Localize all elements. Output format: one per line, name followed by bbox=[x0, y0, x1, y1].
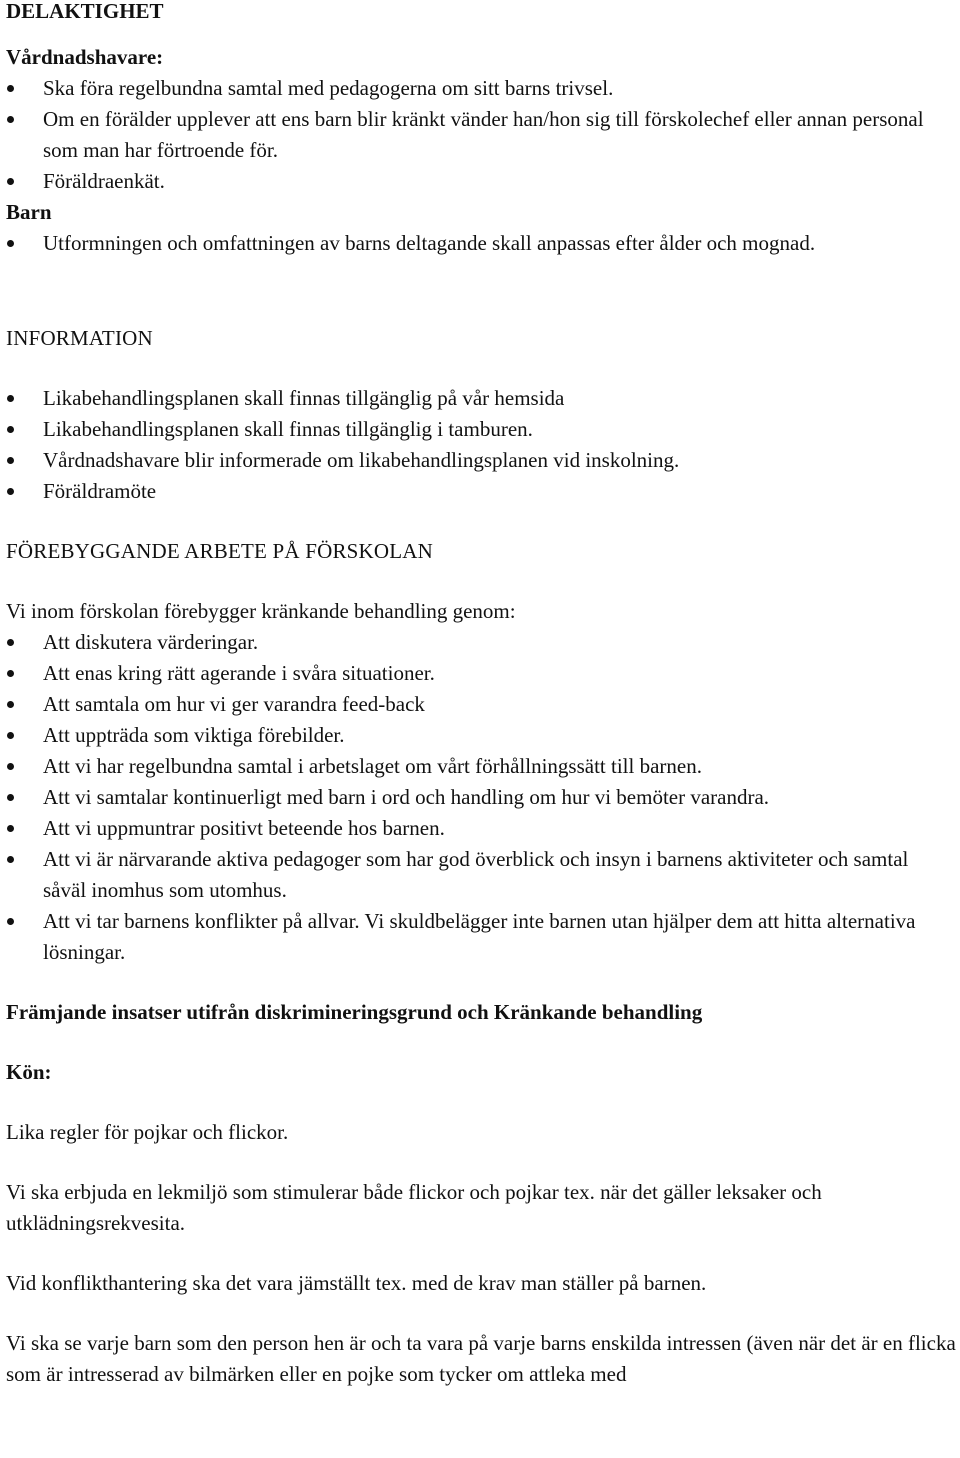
gender-paragraph: Vi ska se varje barn som den person hen är och ta vara på varje barns enskilda intressen (även när det är en flicka som är intresserad av bilmärken eller en pojke som tycker om attleka med bbox=[6, 1331, 956, 1386]
list-item: Vårdnadshavare blir informerade om likabehandlingsplanen vid inskolning. bbox=[6, 445, 956, 476]
list-item: Likabehandlingsplanen skall finnas tillgänglig i tamburen. bbox=[6, 414, 956, 445]
preventive-list bbox=[6, 627, 956, 968]
section-heading-preventive: FÖREBYGGANDE ARBETE PÅ FÖRSKOLAN bbox=[6, 539, 434, 563]
spacer bbox=[6, 27, 956, 42]
spacer bbox=[6, 968, 956, 997]
preventive-intro: Vi inom förskolan förebygger kränkande behandling genom: bbox=[6, 599, 516, 623]
subheading-gender: Kön: bbox=[6, 1060, 52, 1084]
list-item: Utformningen och omfattningen av barns deltagande skall anpassas efter ålder och mognad. bbox=[6, 228, 956, 259]
document-page bbox=[6, 0, 956, 1390]
list-item: Att vi är närvarande aktiva pedagoger som har god överblick och insyn i barnens aktiviteter och samtal såväl inomhus som utomhus. bbox=[6, 844, 956, 906]
section-heading-information: INFORMATION bbox=[6, 326, 153, 350]
subheading-children: Barn bbox=[6, 200, 52, 224]
list-item: Att enas kring rätt agerande i svåra situationer. bbox=[6, 658, 956, 689]
list-item: Likabehandlingsplanen skall finnas tillgänglig på vår hemsida bbox=[6, 383, 956, 414]
spacer bbox=[6, 1088, 956, 1117]
list-item: Om en förälder upplever att ens barn blir kränkt vänder han/hon sig till förskolechef eller annan personal som man har förtroende för. bbox=[6, 104, 956, 166]
spacer bbox=[6, 1299, 956, 1328]
list-item: Att vi har regelbundna samtal i arbetslaget om vårt förhållningssätt till barnen. bbox=[6, 751, 956, 782]
spacer bbox=[6, 354, 956, 383]
gender-paragraph: Vid konflikthantering ska det vara jämställt tex. med de krav man ställer på barnen. bbox=[6, 1271, 707, 1295]
spacer bbox=[6, 1148, 956, 1177]
gender-paragraph: Lika regler för pojkar och flickor. bbox=[6, 1120, 289, 1144]
list-item: Att vi samtalar kontinuerligt med barn i ord och handling om hur vi bemöter varandra. bbox=[6, 782, 956, 813]
list-item: Att vi uppmuntrar positivt beteende hos barnen. bbox=[6, 813, 956, 844]
spacer bbox=[6, 507, 956, 536]
spacer bbox=[6, 1028, 956, 1057]
guardians-list bbox=[6, 73, 956, 197]
spacer bbox=[6, 567, 956, 596]
list-item: Föräldraenkät. bbox=[6, 166, 956, 197]
list-item: Att uppträda som viktiga förebilder. bbox=[6, 720, 956, 751]
list-item: Ska föra regelbundna samtal med pedagogerna om sitt barns trivsel. bbox=[6, 73, 956, 104]
gender-paragraph: Vi ska erbjuda en lekmiljö som stimulerar både flickor och pojkar tex. när det gäller leksaker och utklädningsrekvesita. bbox=[6, 1180, 822, 1235]
list-item: Att vi tar barnens konflikter på allvar. Vi skuldbelägger inte barnen utan hjälper dem att hitta alternativa lösningar. bbox=[6, 906, 956, 968]
list-item: Att samtala om hur vi ger varandra feed-back bbox=[6, 689, 956, 720]
section-heading-delaktighet: DELAKTIGHET bbox=[6, 0, 164, 23]
information-list bbox=[6, 383, 956, 507]
spacer bbox=[6, 259, 956, 323]
subheading-guardians: Vårdnadshavare: bbox=[6, 45, 164, 69]
list-item: Föräldramöte bbox=[6, 476, 956, 507]
section-heading-promoting: Främjande insatser utifrån diskrimineringsgrund och Kränkande behandling bbox=[6, 1000, 703, 1024]
spacer bbox=[6, 1239, 956, 1268]
list-item: Att diskutera värderingar. bbox=[6, 627, 956, 658]
children-list bbox=[6, 228, 956, 259]
